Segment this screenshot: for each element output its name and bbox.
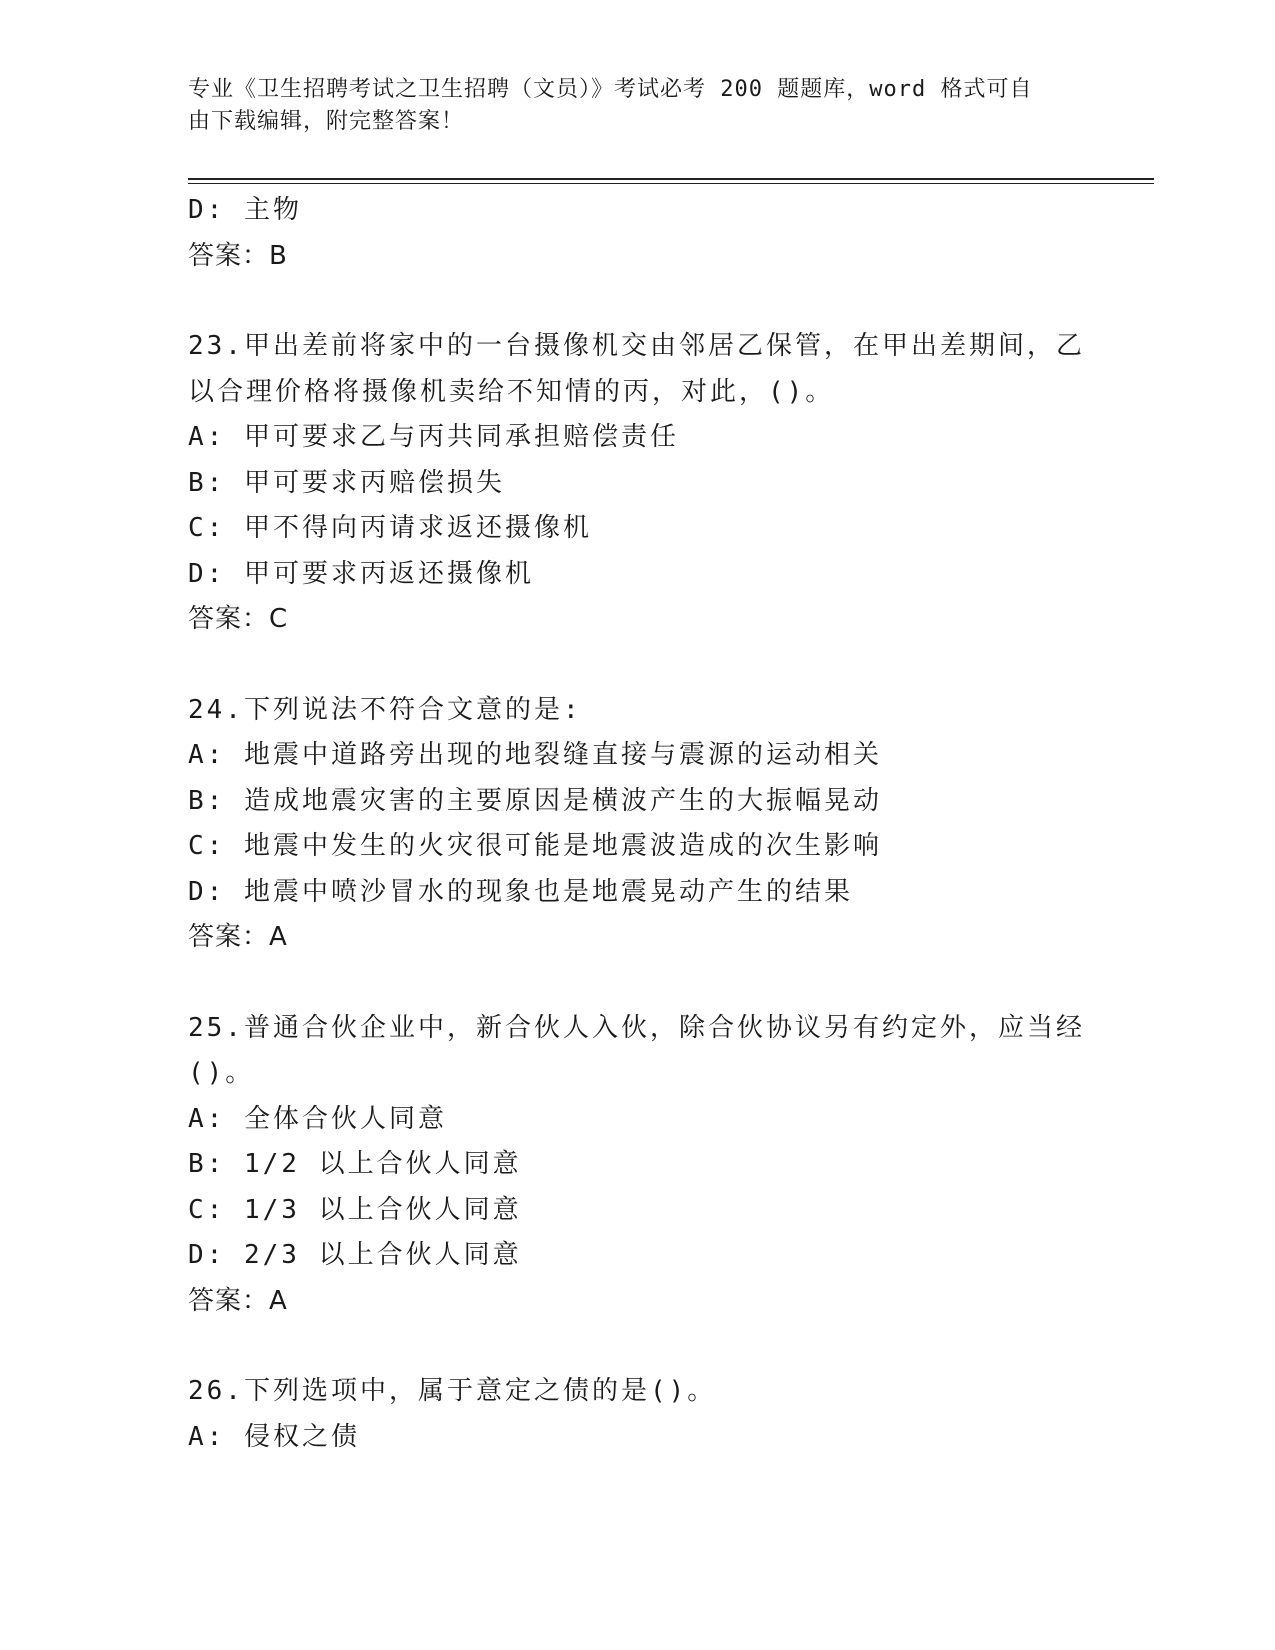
question-22-tail [188, 188, 1088, 279]
question-26 [188, 1369, 1088, 1460]
question-text-line-1: 26.下列选项中，属于意定之债的是()。 [188, 1376, 717, 1406]
header-line-1: 专业《卫生招聘考试之卫生招聘（文员）》考试必考 200 题题库，word 格式可自 [188, 77, 1033, 102]
option-b: B: 造成地震灾害的主要原因是横波产生的大振幅晃动 [188, 785, 882, 816]
question-list [188, 188, 1088, 1460]
header-line-2: 由下载编辑，附完整答案！ [188, 109, 465, 134]
option-c: C: 1/3 以上合伙人同意 [188, 1194, 522, 1225]
option-d: D: 地震中喷沙冒水的现象也是地震晃动产生的结果 [188, 876, 853, 907]
question-text-line-1: 24.下列说法不符合文意的是: [188, 694, 582, 725]
option-c: C: 甲不得向丙请求返还摄像机 [188, 513, 592, 543]
question-25 [188, 1006, 1088, 1325]
question-23 [188, 324, 1088, 643]
option-a: A: 全体合伙人同意 [188, 1103, 447, 1134]
answer: 答案：A [188, 1285, 288, 1316]
answer: 答案：B [188, 240, 288, 271]
option-b: B: 甲可要求丙赔偿损失 [188, 467, 505, 498]
option-d: D: 2/3 以上合伙人同意 [188, 1240, 522, 1270]
header-rule-thin [188, 183, 1154, 184]
option-d: D: 甲可要求丙返还摄像机 [188, 558, 534, 589]
option-a: A: 地震中道路旁出现的地裂缝直接与震源的运动相关 [188, 740, 882, 770]
option-a: A: 甲可要求乙与丙共同承担赔偿责任 [188, 422, 679, 452]
question-text-line-2: 以合理价格将摄像机卖给不知情的丙，对此，()。 [188, 376, 835, 407]
option-b: B: 1/2 以上合伙人同意 [188, 1149, 522, 1179]
question-text-line-2: ()。 [188, 1058, 255, 1088]
option-c: C: 地震中发生的火灾很可能是地震波造成的次生影响 [188, 831, 882, 861]
page-header [188, 74, 1088, 138]
header-rule-thick [188, 178, 1154, 180]
question-text-line-1: 25.普通合伙企业中，新合伙人入伙，除合伙协议另有约定外，应当经 [188, 1012, 1085, 1043]
question-24 [188, 688, 1088, 961]
option-d: D: 主物 [188, 195, 302, 225]
answer: 答案：A [188, 922, 288, 952]
answer: 答案：C [188, 604, 289, 634]
option-a: A: 侵权之债 [188, 1421, 360, 1452]
question-text-line-1: 23.甲出差前将家中的一台摄像机交由邻居乙保管，在甲出差期间，乙 [188, 331, 1085, 361]
